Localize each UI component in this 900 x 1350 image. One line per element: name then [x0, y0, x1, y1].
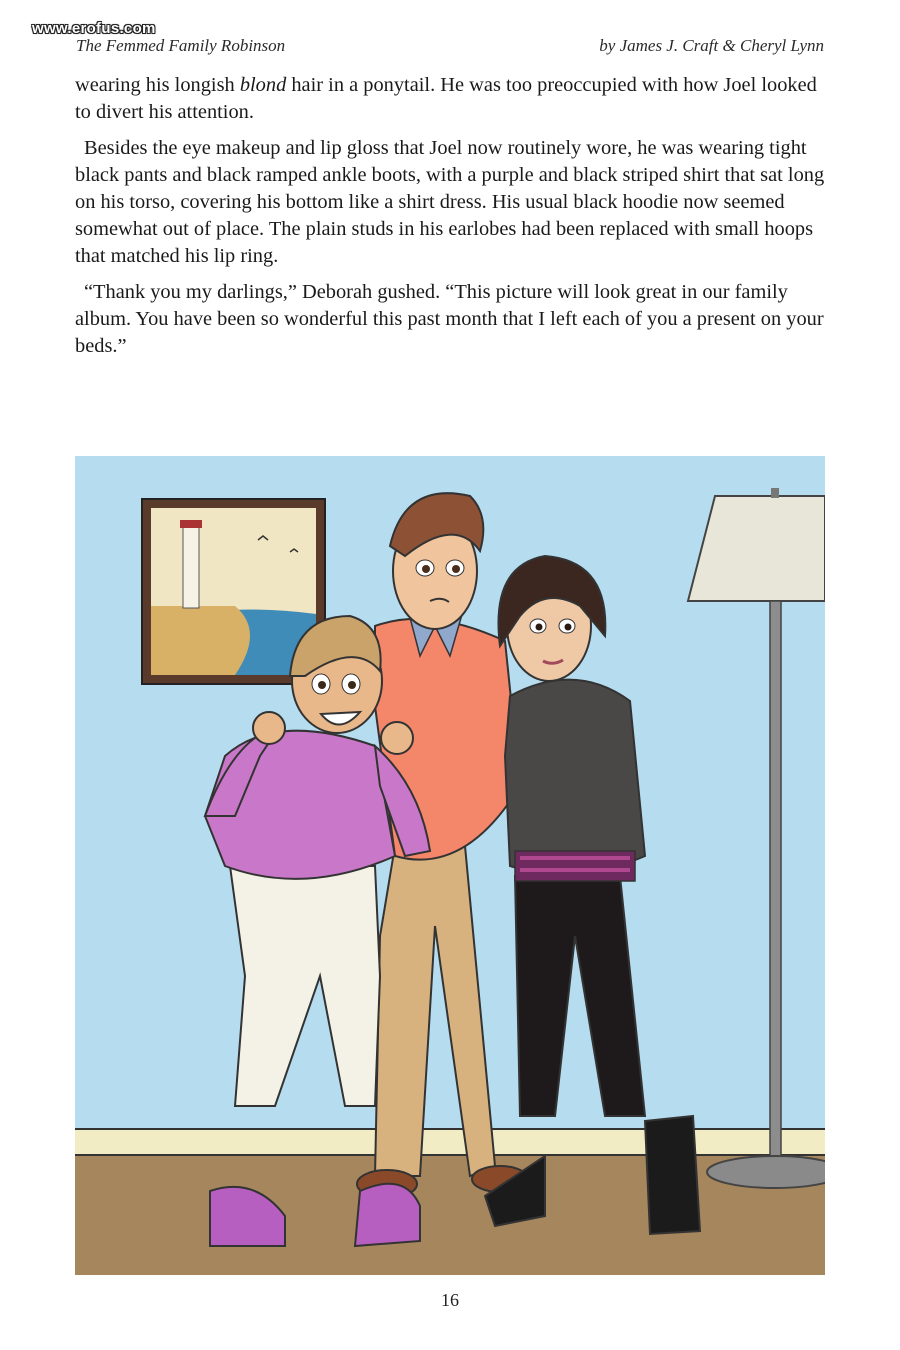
- book-authors: by James J. Craft & Cheryl Lynn: [599, 36, 824, 55]
- family-illustration: [75, 456, 825, 1275]
- paragraph-1-emphasis: blond: [239, 74, 287, 96]
- paragraph-3: “Thank you my darlings,” Deborah gushed. “This picture will look great in our family album. You have been so wonderful this past month that I left each of you a present on your beds.”: [75, 281, 824, 357]
- baseboard: [75, 1129, 825, 1155]
- body-text: [75, 72, 825, 369]
- watermark: www.erofus.com: [32, 20, 156, 37]
- book-title: The Femmed Family Robinson: [76, 36, 286, 55]
- paragraph-2: Besides the eye makeup and lip gloss that Joel now routinely wore, he was wearing tight black pants and black ramped ankle boots, with a purple and black striped shirt that sat long on his torso, covering his bottom like a shirt dress. His usual black hoodie now seemed somewhat out of place. The plain studs in his earlobes had been replaced with small hoops that matched his lip ring.: [75, 137, 825, 267]
- running-header: [76, 36, 824, 56]
- paragraph-1: [75, 72, 825, 126]
- paragraph-1-end: hair in a ponytail. He was too preoccupied with how Joel looked to divert his attention.: [75, 74, 817, 123]
- page-number: 16: [441, 1290, 459, 1310]
- paragraph-1-start: wearing his longish: [75, 74, 240, 96]
